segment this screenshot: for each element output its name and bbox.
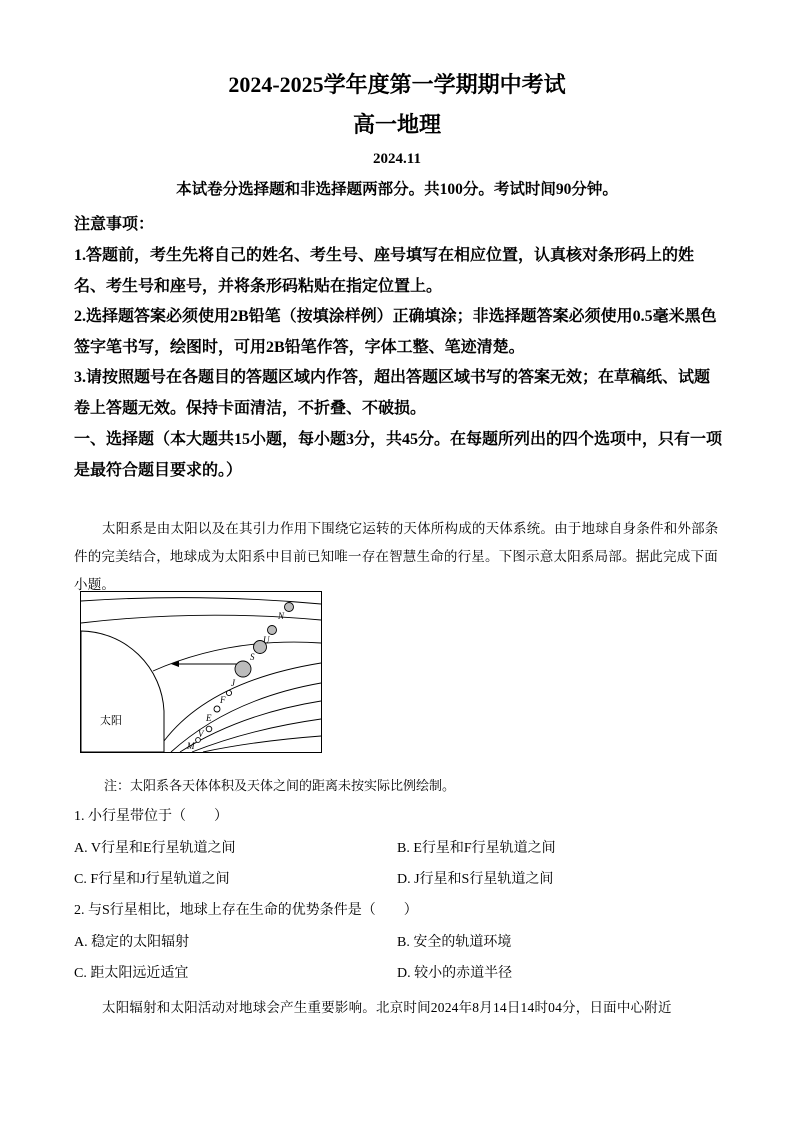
planet-u [268, 626, 277, 635]
question-1-stem: 1. 小行星带位于（ ） [74, 809, 228, 824]
question-2-option-b: B. 安全的轨道环境 [397, 935, 512, 950]
question-2-stem: 2. 与S行星相比，地球上存在生命的优势条件是（ ） [74, 903, 418, 918]
notice-item-2: 2.选择题答案必须使用2B铅笔（按填涂样例）正确填涂；非选择题答案必须使用0.5毫米黑色签字笔书写，绘图时，可用2B铅笔作答，字体工整、笔迹清楚。 [74, 308, 717, 356]
question-1-option-d: D. J行星和S行星轨道之间 [397, 872, 554, 887]
exam-date: 2024.11 [373, 151, 421, 167]
notice-title: 注意事项： [74, 216, 155, 233]
notice-item-3: 3.请按照题号在各题目的答题区域内作答，超出答题区域书写的答案无效；在草稿纸、试题卷上答题无效。保持卡面清洁，不折叠、不破损。 [74, 369, 711, 417]
exam-title: 2024-2025学年度第一学期期中考试 [228, 72, 566, 97]
planet-f [226, 690, 231, 695]
planet-label-s: S [250, 652, 255, 662]
planet-label-f: F [220, 695, 226, 705]
planet-label-u: U [263, 635, 270, 645]
planet-e [214, 706, 220, 712]
figure-note: 注：太阳系各天体体积及天体之间的距离未按实际比例绘制。 [104, 778, 456, 793]
exam-intro: 本试卷分选择题和非选择题两部分。共100分。考试时间90分钟。 [176, 181, 618, 198]
passage-2: 太阳辐射和太阳活动对地球会产生重要影响。北京时间2024年8月14日14时04分，日面中心附近 [102, 1000, 672, 1015]
sun-label: 太阳 [100, 715, 122, 727]
planet-label-v: V [198, 729, 204, 739]
planet-label-n: N [278, 611, 285, 621]
planet-n [285, 603, 294, 612]
solar-system-diagram [80, 591, 322, 753]
question-1-option-a: A. V行星和E行星轨道之间 [74, 841, 236, 856]
question-2-option-c: C. 距太阳远近适宜 [74, 966, 189, 981]
planet-label-m: M [187, 741, 195, 751]
planet-v [206, 726, 212, 732]
notice-item-1: 1.答题前，考生先将自己的姓名、考生号、座号填写在相应位置，认真核对条形码上的姓名、考生号和座号，并将条形码粘贴在指定位置上。 [74, 247, 695, 295]
exam-subtitle: 高一地理 [352, 112, 441, 137]
section-heading: 一、选择题（本大题共15小题，每小题3分，共45分。在每题所列出的四个选项中，只有一项是最符合题目要求的。） [74, 431, 723, 479]
planet-j [235, 661, 251, 677]
planet-label-e: E [206, 713, 212, 723]
solar-system-figure [80, 591, 322, 753]
question-2-option-d: D. 较小的赤道半径 [397, 966, 513, 981]
passage-1: 太阳系是由太阳以及在其引力作用下围绕它运转的天体所构成的天体系统。由于地球自身条件和外部条件的完美结合，地球成为太阳系中目前已知唯一存在智慧生命的行星。下图示意太阳系局部。据此完成下面小题。 [74, 521, 719, 592]
question-2-option-a: A. 稳定的太阳辐射 [74, 935, 190, 950]
question-1-option-b: B. E行星和F行星轨道之间 [397, 841, 556, 856]
planet-label-j: J [231, 678, 235, 688]
question-1-option-c: C. F行星和J行星轨道之间 [74, 872, 230, 887]
